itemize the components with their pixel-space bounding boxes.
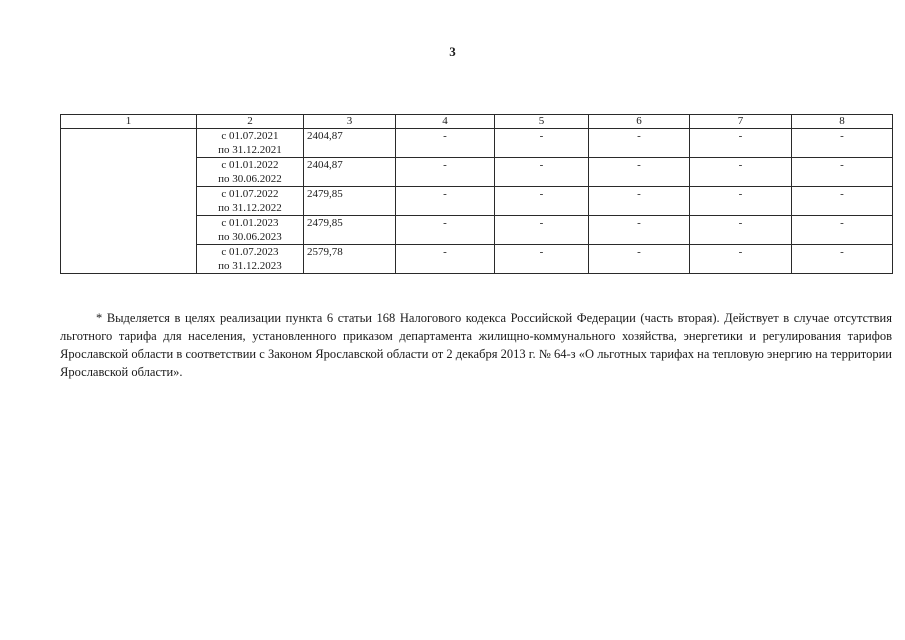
value-cell: -	[396, 158, 495, 187]
value-cell: -	[495, 187, 589, 216]
period-from: с 01.07.2021	[221, 130, 279, 142]
value-cell: -	[495, 245, 589, 274]
period-to: по 30.06.2023	[218, 231, 282, 243]
column-header-7: 7	[690, 115, 792, 129]
value-cell: -	[589, 158, 690, 187]
table-row	[61, 129, 893, 158]
column-header-2: 2	[197, 115, 304, 129]
value-cell: -	[792, 129, 893, 158]
period-from: с 01.01.2023	[221, 217, 279, 229]
value-cell: -	[495, 129, 589, 158]
period-from: с 01.07.2023	[221, 246, 279, 258]
column-header-3: 3	[304, 115, 396, 129]
period-to: по 31.12.2023	[218, 260, 282, 272]
value-cell: -	[690, 216, 792, 245]
value-cell: -	[792, 245, 893, 274]
value-cell: -	[396, 245, 495, 274]
value-cell: -	[690, 187, 792, 216]
period-cell	[197, 187, 304, 216]
period-to: по 31.12.2021	[218, 144, 282, 156]
value-cell: -	[396, 187, 495, 216]
period-cell	[197, 158, 304, 187]
value-cell: -	[495, 216, 589, 245]
value-cell: -	[690, 245, 792, 274]
merged-empty-cell	[61, 129, 197, 274]
period-from: с 01.07.2022	[221, 188, 279, 200]
period-from: с 01.01.2022	[221, 159, 279, 171]
period-cell	[197, 216, 304, 245]
period-cell	[197, 129, 304, 158]
page-number: 3	[449, 44, 456, 59]
price-cell: 2479,85	[304, 216, 396, 245]
value-cell: -	[396, 129, 495, 158]
period-to: по 31.12.2022	[218, 202, 282, 214]
value-cell: -	[792, 216, 893, 245]
header-row	[61, 115, 893, 129]
value-cell: -	[690, 158, 792, 187]
value-cell: -	[792, 158, 893, 187]
value-cell: -	[589, 216, 690, 245]
column-header-4: 4	[396, 115, 495, 129]
price-cell: 2579,78	[304, 245, 396, 274]
column-header-8: 8	[792, 115, 893, 129]
period-cell	[197, 245, 304, 274]
column-header-6: 6	[589, 115, 690, 129]
value-cell: -	[690, 129, 792, 158]
value-cell: -	[495, 158, 589, 187]
value-cell: -	[589, 187, 690, 216]
footnote: * Выделяется в целях реализации пункта 6 статьи 168 Налогового кодекса Российской Федерации (часть вторая). Действует в случае отсутствия льготного тарифа для населения, установленного приказом департамента жилищно-коммунального хозяйства, энергетики и регулирования тарифов Ярославской области в соответствии с Законом Ярославской области от 2 декабря 2013 г. № 64-з «О льготных тарифах на тепловую энергию на территории Ярославской области».	[60, 310, 892, 379]
tariff-table	[60, 114, 893, 274]
value-cell: -	[589, 129, 690, 158]
period-to: по 30.06.2022	[218, 173, 282, 185]
value-cell: -	[792, 187, 893, 216]
column-header-1: 1	[61, 115, 197, 129]
price-cell: 2404,87	[304, 129, 396, 158]
price-cell: 2479,85	[304, 187, 396, 216]
value-cell: -	[396, 216, 495, 245]
price-cell: 2404,87	[304, 158, 396, 187]
column-header-5: 5	[495, 115, 589, 129]
value-cell: -	[589, 245, 690, 274]
